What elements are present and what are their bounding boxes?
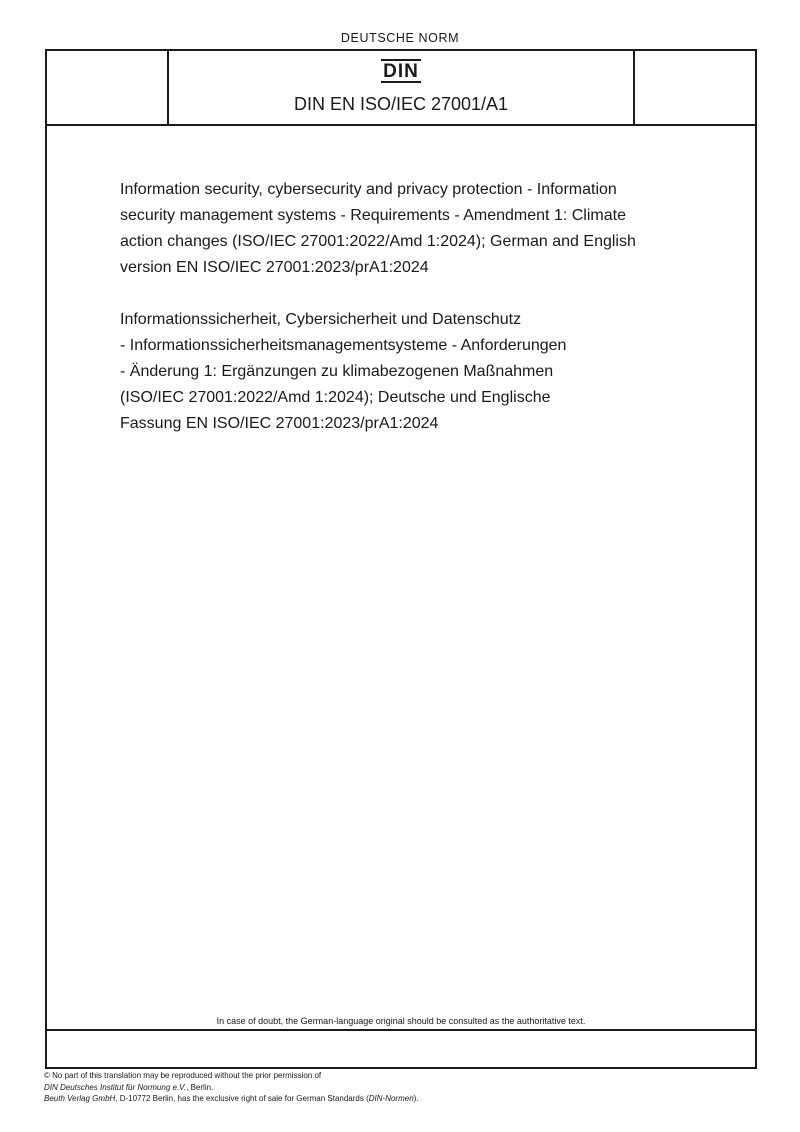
copyright-line-3-end: ). [413,1094,419,1103]
title-german-line: Fassung EN ISO/IEC 27001:2023/prA1:2024 [120,415,439,432]
title-german-line: (ISO/IEC 27001:2022/Amd 1:2024); Deutsche und Englische [120,389,551,406]
title-german-line: - Informationssicherheitsmanagementsysteme - Anforderungen [120,337,567,354]
title-english-line: version EN ISO/IEC 27001:2023/prA1:2024 [120,259,429,276]
copyright-notice [44,1070,419,1105]
header-left-cell [47,51,169,124]
copyright-line-2-rest: , Berlin. [186,1082,214,1092]
title-english-line: Information security, cybersecurity and privacy protection - Information [120,181,617,198]
authoritative-text-note: In case of doubt, the German-language original should be consulted as the authoritative text. [216,1016,586,1026]
header-row [47,51,755,126]
din-logo-text: DIN [383,61,419,82]
document-frame [45,49,757,1069]
title-english-line: action changes (ISO/IEC 27001:2022/Amd 1:2024); German and English [120,233,636,250]
din-normen-label: DIN-Normen [368,1094,414,1103]
copyright-line-3-mid: , D-10772 Berlin, has the exclusive right of sale for German Standards ( [115,1094,369,1103]
footer-divider [47,1029,755,1031]
copyright-line-2 [44,1082,419,1094]
document-number: DIN EN ISO/IEC 27001/A1 [293,94,509,114]
title-english-line: security management systems - Requirements - Amendment 1: Climate [120,207,626,224]
copyright-line-3 [44,1093,419,1105]
header-center-cell [169,51,633,124]
publisher-name: Beuth Verlag GmbH [44,1094,116,1103]
title-english [120,177,720,281]
copyright-line-1: © No part of this translation may be reproduced without the prior permission of [44,1071,322,1080]
title-german-line: - Änderung 1: Ergänzungen zu klimabezogenen Maßnahmen [120,363,554,380]
title-german-line: Informationssicherheit, Cybersicherheit und Datenschutz [120,311,522,328]
title-german [120,307,720,437]
header-right-cell [633,51,757,124]
document-type-label: DEUTSCHE NORM [340,31,460,45]
din-logo [169,59,633,83]
din-institute-name: DIN Deutsches Institut für Normung e.V. [44,1082,187,1092]
